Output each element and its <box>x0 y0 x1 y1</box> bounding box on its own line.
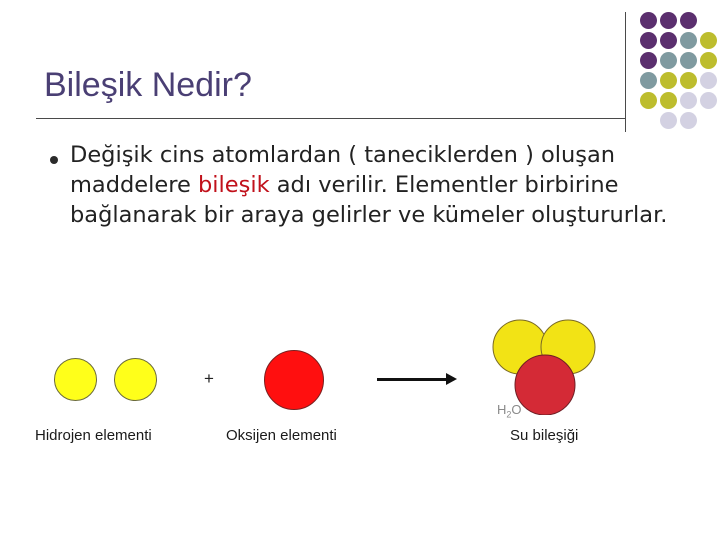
arrow-head-icon <box>446 373 457 385</box>
deco-dot <box>680 92 697 109</box>
deco-dot <box>700 92 717 109</box>
deco-dot <box>640 12 657 29</box>
deco-dot <box>660 72 677 89</box>
deco-dot <box>660 52 677 69</box>
deco-dot <box>640 72 657 89</box>
oxygen-atom-icon <box>264 350 324 410</box>
deco-dot <box>660 92 677 109</box>
hydrogen-label: Hidrojen elementi <box>35 427 152 444</box>
deco-dot <box>680 72 697 89</box>
body-text-part2: adı verilir. Elementler birbirine bağlanarak bir araya gelirler ve kümeler oluştururlar. <box>70 172 668 228</box>
formula-h: H <box>497 402 507 417</box>
body-paragraph <box>70 140 670 230</box>
hydrogen-atom-icon <box>114 358 157 401</box>
deco-dot <box>640 32 657 49</box>
vertical-divider <box>625 12 626 132</box>
title-divider <box>36 118 625 119</box>
formula-o: O <box>511 402 522 417</box>
deco-dot <box>680 32 697 49</box>
water-label: Su bileşiği <box>510 427 579 444</box>
deco-dot <box>640 52 657 69</box>
water-formula <box>497 402 522 420</box>
deco-dot <box>660 12 677 29</box>
deco-dot <box>680 112 697 129</box>
deco-dot <box>680 52 697 69</box>
body-text-part1: Değişik cins atomlardan ( taneciklerden ) oluşan maddelere <box>70 142 616 198</box>
hydrogen-atom-icon <box>54 358 97 401</box>
highlighted-term: bileşik <box>197 172 270 198</box>
formula-subscript: 2 <box>506 409 512 420</box>
deco-dot <box>660 112 677 129</box>
deco-dot <box>640 92 657 109</box>
deco-dot <box>660 32 677 49</box>
decorative-dot-grid <box>640 12 716 124</box>
deco-dot <box>700 32 717 49</box>
water-molecule-icon <box>490 315 600 415</box>
plus-sign: + <box>204 369 214 388</box>
oxygen-label: Oksijen elementi <box>226 427 337 444</box>
bullet-icon <box>50 156 58 164</box>
deco-dot <box>700 72 717 89</box>
deco-dot <box>700 52 717 69</box>
reaction-arrow-icon <box>377 378 447 381</box>
deco-dot <box>680 12 697 29</box>
slide-title: Bileşik Nedir? <box>44 66 252 104</box>
